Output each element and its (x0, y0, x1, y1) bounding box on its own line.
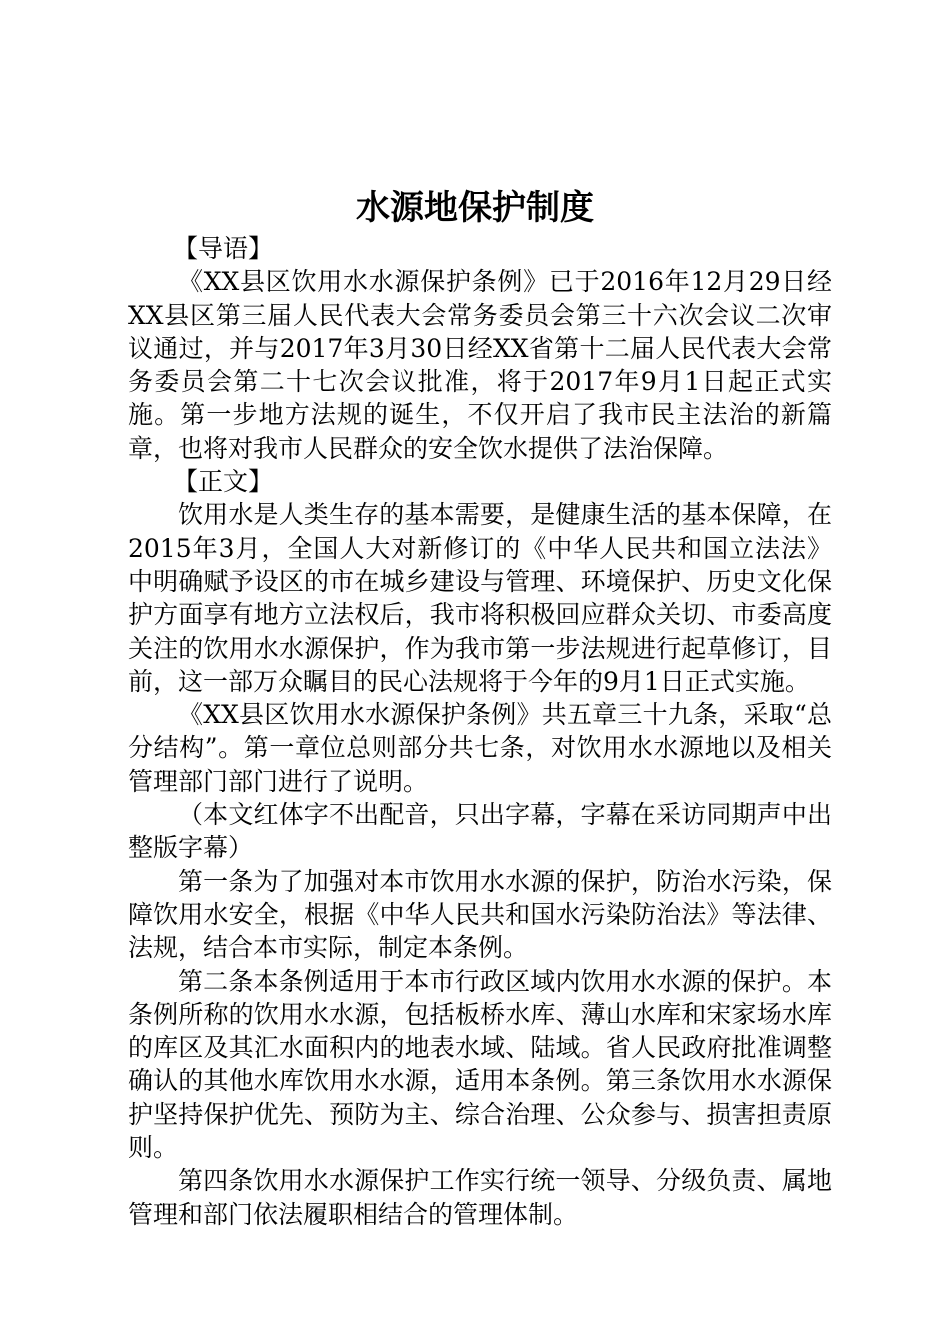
body-paragraph: 饮用水是人类生存的基本需要，是健康生活的基本保障，在2015年3月，全国人大对新修订的《中华人民共和国立法法》中明确赋予设区的市在城乡建设与管理、环境保护、历史文化保护方面享有地方立法权后，我市将积极回应群众关切、市委高度关注的饮用水水源保护，作为我市第一步法规进行起草修订，目前，这一部万众瞩目的民心法规将于今年的9月1日正式实施。 (128, 500, 832, 696)
article-paragraph: 第二条本条例适用于本市行政区域内饮用水水源的保护。本条例所称的饮用水水源，包括板桥水库、薄山水库和宋家场水库的库区及其汇水面积内的地表水域、陆域。省人民政府批准调整确认的其他水库饮用水水源，适用本条例。第三条饮用水水源保护坚持保护优先、预防为主、综合治理、公众参与、损害担责原则。 (128, 966, 832, 1163)
document-title: 水源地保护制度 (356, 188, 594, 228)
document-body (128, 232, 832, 1231)
intro-paragraph: 《XX县区饮用水水源保护条例》已于2016年12月29日经XX县区第三届人民代表大会常务委员会第三十六次会议二次审议通过，并与2017年3月30日经XX省第十二届人民代表大会常务委员会第二十七次会议批准，将于2017年9月1日起正式实施。第一步地方法规的诞生，不仅开启了我市民主法治的新篇章，也将对我市人民群众的安全饮水提供了法治保障。 (128, 267, 832, 463)
article-paragraph: 第一条为了加强对本市饮用水水源的保护，防治水污染，保障饮用水安全，根据《中华人民共和国水污染防治法》等法律、法规，结合本市实际，制定本条例。 (128, 866, 832, 963)
body-paragraph: 《XX县区饮用水水源保护条例》共五章三十九条，采取“总分结构”。第一章位总则部分共七条，对饮用水水源地以及相关管理部门部门进行了说明。 (128, 700, 832, 796)
article-paragraph: 第四条饮用水水源保护工作实行统一领导、分级负责、属地管理和部门依法履职相结合的管理体制。 (128, 1166, 832, 1229)
body-heading: 【正文】 (173, 467, 274, 497)
body-paragraph: （本文红体字不出配音，只出字幕，字幕在采访同期声中出整版字幕） (128, 800, 832, 863)
intro-heading: 【导语】 (173, 234, 274, 263)
